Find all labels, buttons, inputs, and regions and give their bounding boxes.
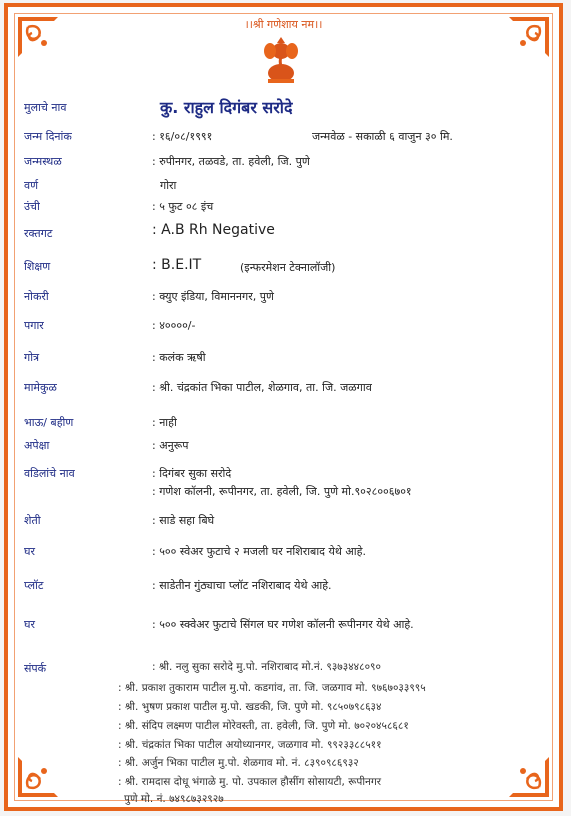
father-address: : गणेश कॉलनी, रूपीनगर, ता. हवेली, जि. पुणे मो.९०२८००६७०१ — [152, 485, 412, 498]
mamekul-value: : श्री. चंद्रकांत भिका पाटील, शेळगाव, ता. जि. जळगाव — [152, 381, 372, 394]
name-label: मुलाचे नाव — [24, 101, 67, 114]
invocation-text: ।।श्री गणेशाय नम।। — [244, 18, 323, 31]
expectation-label: अपेक्षा — [24, 439, 50, 452]
contact-line: : श्री. अर्जुन भिका पाटील मु.पो. शेळगाव मो. नं. ८३९०९८६९३२ — [118, 757, 359, 769]
corner-ornament-icon — [14, 753, 62, 801]
corner-ornament-icon — [505, 753, 553, 801]
mamekul-label: मामेकुळ — [24, 381, 57, 394]
plot-value: : साडेतीन गुंठ्याचा प्लॉट नशिराबाद येथे आहे. — [152, 579, 332, 592]
ganesh-icon — [258, 35, 304, 85]
contact-line: : श्री. प्रकाश तुकाराम पाटील मु.पो. कडगांव, ता. जि. जळगाव मो. ९७६७०३३९९५ — [118, 682, 426, 694]
height-value: : ५ फुट ०८ इंच — [152, 200, 214, 213]
contact-line: पुणे मो. नं. ७४९८७३२९२७ — [124, 793, 224, 805]
contact-line: : श्री. नलु सुका सरोदे मु.पो. नशिराबाद मो.नं. ९३७३४४८०९० — [152, 661, 381, 673]
contact-line: : श्री. संदिप लक्ष्मण पाटील मोरेवस्ती, ता. हवेली, जि. पुणे मो. ७०२०४५८६८१ — [118, 720, 409, 732]
farm-value: : साडे सहा बिघे — [152, 514, 215, 527]
expectation-value: : अनुरूप — [152, 439, 189, 452]
contact-line: : श्री. चंद्रकांत भिका पाटील अयोध्यानगर, जळगाव मो. ९९२३३८८५११ — [118, 739, 382, 751]
father-label: वडिलांचे नाव — [24, 467, 75, 480]
gotra-value: : कलंक ऋषी — [152, 351, 206, 364]
education-note: (इन्फरमेशन टेक्नालॉजी) — [240, 261, 336, 274]
salary-value: : ४००००/- — [152, 319, 196, 332]
blood-group-label: रक्तगट — [24, 227, 53, 240]
house-value: : ५०० स्वेअर फुटाचे २ मजली घर नशिराबाद येथे आहे. — [152, 545, 366, 558]
height-label: उंची — [24, 200, 40, 213]
complexion-value: गोरा — [160, 179, 177, 192]
job-label: नोकरी — [24, 290, 49, 303]
blood-group-value: : A.B Rh Negative — [152, 222, 275, 238]
salary-label: पगार — [24, 319, 44, 332]
complexion-label: वर्ण — [24, 179, 39, 192]
dob-label: जन्म दिनांक — [24, 130, 72, 143]
siblings-label: भाऊ/ बहीण — [24, 416, 74, 429]
birth-time: जन्मवेळ - सकाळी ६ वाजुन ३० मि. — [312, 130, 453, 143]
gotra-label: गोत्र — [24, 351, 40, 364]
house2-value: : ५०० स्क्वेअर फुटाचे सिंगल घर गणेश कॉलनी रूपीनगर येथे आहे. — [152, 618, 414, 631]
father-name: : दिगंबर सुका सरोदे — [152, 467, 232, 480]
contact-label: संपर्क — [24, 662, 47, 675]
contact-line: : श्री. रामदास दोधू भंगाळे मु. पो. उपकाल हौसींग सोसायटी, रूपीनगर — [118, 776, 382, 788]
farm-label: शेती — [24, 514, 41, 527]
job-value: : क्युए इंडिया, विमाननगर, पुणे — [152, 290, 274, 303]
education-label: शिक्षण — [24, 260, 51, 273]
siblings-value: : नाही — [152, 416, 177, 429]
house-label: घर — [24, 545, 35, 558]
birthplace-label: जन्मस्थळ — [24, 155, 62, 168]
plot-label: प्लॉट — [24, 579, 44, 592]
contact-line: : श्री. भुषण प्रकाश पाटील मु.पो. खडकी, जि. पुणे मो. ९८५०७९८६३४ — [118, 701, 382, 713]
education-value: : B.E.IT — [152, 257, 202, 273]
birthplace-value: : रुपीनगर, तळवडे, ता. हवेली, जि. पुणे — [152, 155, 310, 168]
house2-label: घर — [24, 618, 35, 631]
candidate-name: कु. राहुल दिगंबर सरोदे — [160, 98, 293, 117]
dob-value: : १६/०८/१९९१ — [152, 130, 213, 143]
